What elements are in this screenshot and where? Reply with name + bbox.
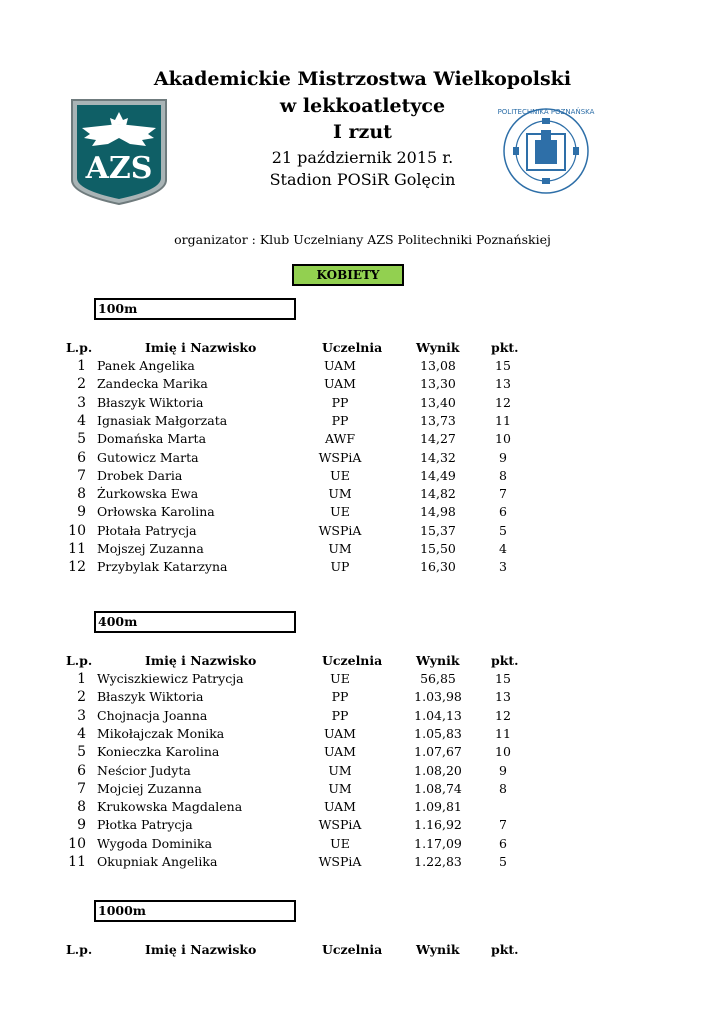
rank-cell: 1 [77,671,86,687]
points-cell: 11 [495,412,511,428]
result-cell: 1.05,83 [414,725,462,741]
result-cell: 14,98 [420,504,456,520]
rank-cell: 12 [68,559,86,576]
result-cell: 14,32 [420,449,456,465]
result-cell: 1.17,09 [414,835,462,851]
column-header-pts: pkt. [491,340,519,355]
points-cell: 12 [495,394,511,410]
result-cell: 1.09,81 [414,799,462,815]
result-row [0,358,725,376]
title-line-1: Akademickie Mistrzostwa Wielkopolski [153,68,572,90]
athlete-name-cell: Gutowicz Marta [97,449,199,465]
points-cell: 15 [495,671,511,686]
result-row [0,504,725,522]
organizer-text: organizator : Klub Uczelniany AZS Politechniki Poznańskiej [174,232,551,247]
result-cell: 14,49 [420,467,456,483]
result-row [0,744,725,762]
result-cell: 13,08 [420,358,456,373]
event-title-box: 1000m [94,900,296,922]
result-row [0,854,725,872]
result-row [0,541,725,559]
rank-cell: 7 [77,780,86,797]
result-row [0,523,725,541]
rank-cell: 9 [77,817,86,834]
result-cell: 1.07,67 [414,744,462,760]
points-cell: 9 [499,762,507,778]
column-header-name: Imię i Nazwisko [145,942,257,957]
event-date: 21 październik 2015 r. [271,148,454,167]
university-cell: PP [331,394,349,410]
points-cell: 7 [499,817,507,833]
athlete-name-cell: Mojszej Zuzanna [97,541,204,556]
result-row [0,413,725,431]
column-header-lp: L.p. [66,340,93,355]
title-line-3: I rzut [333,121,392,143]
athlete-name-cell: Ignasiak Małgorzata [97,412,228,428]
athlete-name-cell: Mikołajczak Monika [97,725,225,741]
column-header-result: Wynik [416,340,460,355]
event-venue: Stadion POSiR Golęcin [269,170,456,189]
points-cell: 6 [499,835,507,851]
result-cell: 1.08,74 [414,780,462,796]
column-header-lp: L.p. [66,653,93,668]
points-cell: 9 [499,449,507,465]
rank-cell: 8 [77,486,86,503]
athlete-name-cell: Krukowska Magdalena [97,799,243,815]
result-cell: 13,73 [420,412,456,428]
university-cell: WSPiA [318,854,362,869]
points-cell: 3 [499,559,507,575]
result-row [0,450,725,468]
rank-cell: 1 [77,358,86,374]
points-cell: 10 [495,744,511,760]
university-cell: AWF [324,431,356,447]
result-cell: 1.16,92 [414,817,462,833]
rank-cell: 2 [77,689,86,706]
column-header-result: Wynik [416,942,460,957]
result-row [0,689,725,707]
university-cell: WSPiA [318,449,362,465]
result-cell: 13,30 [420,376,456,392]
result-cell: 1.08,20 [414,762,462,778]
rank-cell: 5 [77,431,86,448]
azs-logo-text: AZS [85,151,153,186]
university-cell: UE [330,467,350,483]
university-cell: UE [330,835,350,851]
column-header-name: Imię i Nazwisko [145,653,257,668]
result-cell: 56,85 [420,671,456,686]
athlete-name-cell: Błaszyk Wiktoria [97,689,204,705]
university-cell: UAM [324,376,356,392]
rank-cell: 7 [77,467,86,484]
result-row [0,781,725,799]
athlete-name-cell: Płotka Patrycja [97,817,193,833]
university-cell: PP [331,707,349,723]
points-cell: 10 [495,431,511,447]
result-row [0,468,725,486]
university-cell: WSPiA [318,817,362,833]
result-row [0,799,725,817]
points-cell: 13 [495,376,511,392]
result-cell: 1.04,13 [414,707,462,723]
points-cell: 7 [499,486,507,502]
university-cell: UP [330,559,350,575]
result-cell: 15,50 [420,541,456,556]
points-cell: 12 [495,707,511,723]
points-cell: 8 [499,780,507,796]
column-header-result: Wynik [416,653,460,668]
result-cell: 1.22,83 [414,854,462,869]
result-row [0,486,725,504]
points-cell: 4 [499,541,507,556]
athlete-name-cell: Panek Angelika [97,358,195,373]
athlete-name-cell: Żurkowska Ewa [97,486,199,502]
result-row [0,836,725,854]
column-header-lp: L.p. [66,942,93,957]
university-cell: UE [330,504,350,520]
column-header-uni: Uczelnia [322,942,383,957]
rank-cell: 3 [77,394,86,411]
university-cell: PP [331,689,349,705]
athlete-name-cell: Wyciszkiewicz Patrycja [97,671,244,686]
athlete-name-cell: Mojciej Zuzanna [97,780,202,796]
points-cell: 11 [495,725,511,741]
athlete-name-cell: Drobek Daria [97,467,183,483]
points-cell: 6 [499,504,507,520]
university-cell: UM [328,762,352,778]
result-cell: 14,82 [420,486,456,502]
column-header-uni: Uczelnia [322,340,383,355]
rank-cell: 9 [77,504,86,521]
athlete-name-cell: Konieczka Karolina [97,744,220,760]
university-cell: UM [328,486,352,502]
result-cell: 1.03,98 [414,689,462,705]
result-row [0,763,725,781]
result-row [0,431,725,449]
university-cell: UE [330,671,350,686]
rank-cell: 11 [68,541,86,557]
result-row [0,726,725,744]
result-cell: 15,37 [420,522,456,538]
athlete-name-cell: Przybylak Katarzyna [97,559,228,575]
pp-logo-text: POLITECHNIKA POZNAŃSKA [497,108,595,116]
athlete-name-cell: Zandecka Marika [97,376,208,392]
result-row [0,376,725,394]
university-cell: UM [328,541,352,556]
rank-cell: 8 [77,799,86,816]
points-cell: 5 [499,854,507,869]
points-cell: 13 [495,689,511,705]
column-header-pts: pkt. [491,942,519,957]
rank-cell: 5 [77,744,86,761]
rank-cell: 4 [77,412,86,429]
event-title-box: 400m [94,611,296,633]
rank-cell: 6 [77,449,86,466]
athlete-name-cell: Chojnacja Joanna [97,707,208,723]
category-label: KOBIETY [292,264,404,286]
result-row [0,817,725,835]
result-cell: 16,30 [420,559,456,575]
university-cell: UAM [324,725,356,741]
result-row [0,671,725,689]
column-header-pts: pkt. [491,653,519,668]
points-cell: 8 [499,467,507,483]
athlete-name-cell: Domańska Marta [97,431,207,447]
rank-cell: 3 [77,707,86,724]
rank-cell: 10 [68,522,86,539]
result-row [0,559,725,577]
rank-cell: 6 [77,762,86,779]
column-header-name: Imię i Nazwisko [145,340,257,355]
athlete-name-cell: Orłowska Karolina [97,504,215,520]
rank-cell: 11 [68,854,86,870]
university-cell: UAM [324,358,356,373]
athlete-name-cell: Wygoda Dominika [97,835,213,851]
athlete-name-cell: Błaszyk Wiktoria [97,394,204,410]
university-cell: UAM [324,799,356,815]
athlete-name-cell: Neścior Judyta [97,762,191,778]
athlete-name-cell: Okupniak Angelika [97,854,218,869]
university-cell: UM [328,780,352,796]
rank-cell: 10 [68,835,86,852]
result-cell: 14,27 [420,431,456,447]
rank-cell: 4 [77,725,86,742]
result-row [0,708,725,726]
points-cell: 15 [495,358,511,373]
points-cell: 5 [499,522,507,538]
university-cell: WSPiA [318,522,362,538]
column-header-uni: Uczelnia [322,653,383,668]
rank-cell: 2 [77,376,86,393]
university-cell: UAM [324,744,356,760]
event-title-box: 100m [94,298,296,320]
result-row [0,395,725,413]
athlete-name-cell: Płotała Patrycja [97,522,197,538]
result-cell: 13,40 [420,394,456,410]
university-cell: PP [331,412,349,428]
title-line-2: w lekkoatletyce [279,95,446,117]
